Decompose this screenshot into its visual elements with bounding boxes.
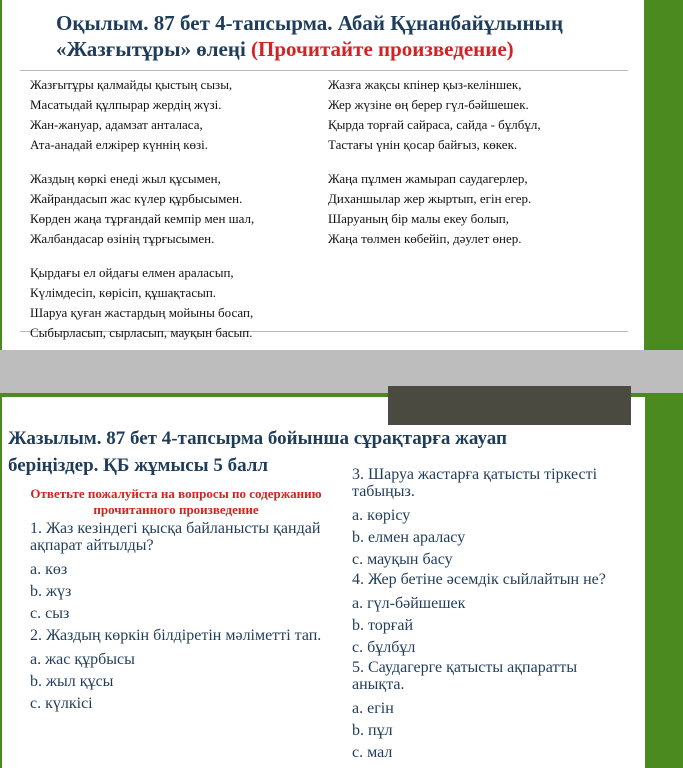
answer-option: b. торғай <box>352 617 414 634</box>
reading-title-line2 <box>56 36 616 62</box>
poem-line: Шаруаның бір малы екеу болып, <box>328 211 510 226</box>
answer-option: c. сыз <box>30 605 70 622</box>
answer-option: c. мал <box>352 744 393 761</box>
poem-text <box>20 70 628 340</box>
reading-title-line1: Оқылым. 87 бет 4-тапсырма. Абай Құнанбайұлының <box>56 11 564 35</box>
question-text: 4. Жер бетіне әсемдік сыйлайтын не? <box>352 571 606 588</box>
poem-column-right <box>328 71 541 263</box>
poem-line: Сыбырласып, сырласып, мауқын басып. <box>30 325 253 340</box>
answer-option: c. күлкісі <box>30 695 93 712</box>
slide-border-right <box>644 0 683 350</box>
answer-option: a. көрісу <box>352 507 411 524</box>
poem-line: Көрден жаңа тұрғандай кемпір мен шал, <box>30 211 255 226</box>
poem-line: Жаздың көркі енеді жыл құсымен, <box>30 171 221 186</box>
poem-line: Қырдағы ел ойдағы елмен араласып, <box>30 265 234 280</box>
answer-option: c. мауқын басу <box>352 551 453 568</box>
answer-option: b. елмен араласу <box>352 529 466 546</box>
answer-option: a. көз <box>30 561 68 578</box>
poem-line: Жазға жақсы кпінер қыз-келіншек, <box>328 77 522 92</box>
question-block <box>30 627 330 715</box>
answer-option: b. пұл <box>352 722 393 739</box>
poem-line: Жер жүзіне өң берер гүл-бәйшешек. <box>328 97 529 112</box>
poem-line: Жан-жануар, адамзат анталаса, <box>30 117 203 132</box>
poem-line: Тастағы үнін қосар байғыз, көкек. <box>328 137 518 152</box>
reading-title-ru: (Прочитайте произведение) <box>251 37 514 61</box>
ru-instruction <box>6 486 346 518</box>
question-text: 2. Жаздың көркін білдіретін мәліметті тап. <box>30 627 322 644</box>
poem-stanza <box>30 75 254 155</box>
poem-line: Күлімдесіп, көрісіп, құшақтасып. <box>30 285 217 300</box>
poem-line: Диханшылар жер жыртып, егін егер. <box>328 191 532 206</box>
reading-title-poem: «Жазғытұры» өлеңі <box>56 37 246 61</box>
question-block <box>352 466 652 571</box>
poem-line: Жайрандасып жас күлер құрбысымен. <box>30 191 243 206</box>
answer-option: b. жыл құсы <box>30 673 114 690</box>
poem-line: Қырда торғай сайраса, сайда - бұлбұл, <box>328 117 541 132</box>
question-block <box>352 659 652 764</box>
answer-option: b. жүз <box>30 583 72 600</box>
poem-column-left <box>30 71 254 357</box>
questions-left <box>30 520 330 715</box>
poem-line: Жаңа пұлмен жамырап саудагерлер, <box>328 171 528 186</box>
writing-title-line2: беріңіздер. ҚБ жұмысы 5 балл <box>8 455 269 476</box>
poem-line: Жаңа төлмен көбейіп, дәулет өнер. <box>328 231 522 246</box>
answer-option: a. егін <box>352 700 394 717</box>
reading-title <box>56 10 616 62</box>
poem-line: Жалбандасар өзінің тұрғысымен. <box>30 231 215 246</box>
poem-line: Шаруа қуған жастардың мойыны босап, <box>30 305 254 320</box>
answer-option: a. жас құрбысы <box>30 651 135 668</box>
question-text: 1. Жаз кезіндегі қысқа байланысты қандай ақпарат айтылды? <box>30 520 321 554</box>
writing-title-line1: Жазылым. 87 бет 4-тапсырма бойынша сұрақтарға жауап <box>8 428 507 449</box>
poem-line: Ата-анадай елжірер күннің көзі. <box>30 137 209 152</box>
slide2-border-left <box>0 393 2 768</box>
poem-stanza <box>328 169 541 249</box>
ru-instruction-line1: Ответьте пожалуйста на вопросы по содержанию <box>30 486 322 501</box>
question-block <box>352 571 652 659</box>
question-text: 5. Саудагерге қатысты ақпаратты анықта. <box>352 659 578 693</box>
question-block <box>30 520 330 625</box>
questions-right <box>352 466 652 764</box>
poem-stanza <box>30 169 254 249</box>
poem-stanza <box>328 75 541 155</box>
slide-border-left <box>0 0 2 350</box>
answer-option: a. гүл-бәйшешек <box>352 595 466 612</box>
poem-line: Масатыдай құлпырар жердің жүзі. <box>30 97 222 112</box>
question-text: 3. Шаруа жастарға қатысты тіркесті табыңыз. <box>352 466 598 500</box>
poem-stanza <box>30 263 254 343</box>
decorative-bar <box>388 386 631 425</box>
answer-option: c. бұлбұл <box>352 639 416 656</box>
ru-instruction-line2: прочитанного произведение <box>93 502 259 517</box>
poem-line: Жазғытұры қалмайды қыстың сызы, <box>30 77 233 92</box>
